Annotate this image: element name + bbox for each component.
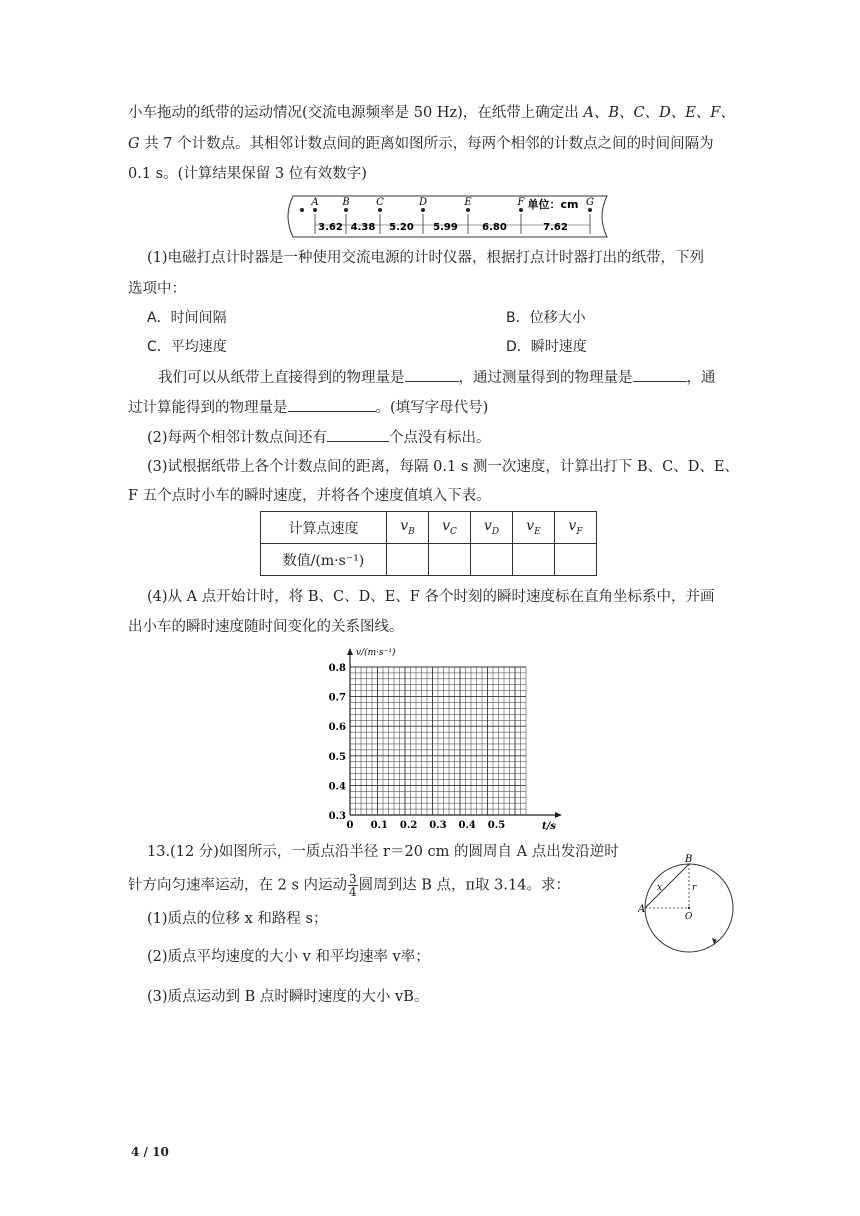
table-input-ve[interactable]: [513, 544, 555, 576]
label-o: O: [685, 912, 693, 922]
intro-text: 小车拖动的纸带的运动情况(交流电源频率是 50 Hz)，在纸带上确定出: [128, 105, 584, 121]
table-row: [261, 544, 597, 576]
q13-sub-1: (1)质点的位移 x 和路程 s；: [147, 911, 328, 927]
tape-distance-label: 6.80: [482, 222, 507, 233]
answer-blank-calculated[interactable]: [288, 397, 376, 412]
x-tick-label: 0: [346, 820, 354, 831]
tape-point-label: C: [376, 197, 384, 208]
tape-point-dot: [313, 208, 317, 212]
v-symbol: v: [568, 518, 577, 535]
tape-distance-label: 3.62: [318, 222, 343, 233]
v-symbol: v: [483, 518, 492, 535]
tape-point-dot: [466, 208, 470, 212]
table-input-vf[interactable]: [555, 544, 597, 576]
q4-line-1: (4)从 A 点开始计时，将 B、C、D、E、F 各个时刻的瞬时速度标在直角坐标系中，并画: [147, 589, 715, 605]
answer-blank-direct[interactable]: [405, 367, 459, 382]
y-tick-label: 0.7: [328, 692, 346, 704]
table-header-vb: [387, 512, 429, 544]
q1-fill-line-1: [158, 367, 716, 388]
q13-sub-2: (2)质点平均速度的大小 v 和平均速率 v率；: [147, 949, 430, 965]
option-b: B．位移大小: [506, 310, 586, 326]
option-c: C．平均速度: [147, 339, 227, 355]
q3-line-1: (3)试根据纸带上各个计数点间的距离，每隔 0.1 s 测一次速度，计算出打下 B、C、D、E、: [147, 459, 739, 475]
grid-lines: [350, 667, 526, 815]
q1-line-2: 选项中：: [128, 281, 186, 297]
v-subscript: F: [576, 526, 583, 537]
velocity-time-grid: [320, 645, 570, 835]
table-header-vf: [555, 512, 597, 544]
center-dot: [688, 907, 690, 909]
table-value-label: 数值/(m·s⁻¹): [261, 544, 387, 576]
tape-point-label: G: [586, 197, 594, 208]
label-x: x: [657, 883, 663, 893]
tape-distance-label: 5.20: [389, 222, 414, 233]
intro-text-2: 共 7 个计数点。其相邻计数点间的距离如图所示，每两个相邻的计数点之间的时间间隔为: [139, 136, 714, 152]
x-tick-label: 0.1: [370, 820, 389, 831]
x-axis-label: t/s: [542, 821, 556, 832]
tape-point-label: B: [342, 197, 350, 208]
y-tick-label: 0.3: [328, 811, 346, 822]
tape-distance-label: 5.99: [433, 222, 458, 233]
tape-point-label: A: [311, 197, 319, 208]
v-subscript: E: [534, 526, 541, 537]
v-symbol: v: [400, 518, 409, 535]
tape-point-label: E: [464, 197, 472, 208]
q4-line-2: 出小车的瞬时速度随时间变化的关系图线。: [128, 619, 404, 635]
tape-point-label: D: [418, 197, 428, 208]
intro-line-2: [128, 134, 714, 154]
v-symbol: v: [526, 518, 535, 535]
table-header-ve: [513, 512, 555, 544]
tape-point-dot: [588, 208, 592, 212]
answer-blank-measured[interactable]: [633, 367, 687, 382]
label-a: A: [638, 904, 646, 915]
tape-start-dot: [300, 208, 304, 212]
intro-line-1: [128, 103, 735, 123]
table-input-vc[interactable]: [429, 544, 471, 576]
q13-text-a: 针方向匀速率运动，在 2 s 内运动: [128, 877, 347, 894]
table-header-vd: [471, 512, 513, 544]
v-subscript: C: [450, 526, 457, 537]
x-tick-label: 0.3: [429, 820, 447, 831]
q2-text-a: (2)每两个相邻计数点间还有: [147, 430, 328, 446]
answer-blank-dots[interactable]: [327, 427, 389, 442]
tape-point-dot: [378, 208, 382, 212]
v-subscript: D: [491, 526, 500, 537]
y-axis-arrow: [347, 648, 353, 655]
tape-distance-label: 4.38: [350, 222, 376, 233]
intro-points: A、B、C、D、E、F、: [583, 105, 735, 121]
page-number: 4 / 10: [131, 1145, 169, 1159]
q13-sub-3: (3)质点运动到 B 点时瞬时速度的大小 vB。: [147, 989, 429, 1005]
label-r: r: [692, 883, 697, 893]
speed-table: [260, 511, 597, 576]
option-d: D．瞬时速度: [506, 339, 587, 355]
table-header-vc: [429, 512, 471, 544]
y-tick-label: 0.5: [328, 751, 346, 763]
q13-line-2: [128, 873, 570, 898]
table-row: [261, 512, 597, 544]
x-tick-label: 0.4: [458, 820, 476, 831]
q2-text-b: 个点没有标出。: [389, 430, 491, 446]
displacement-chord: [645, 864, 689, 908]
circle-motion-figure: [638, 852, 738, 957]
q3-line-2: F 五个点时小车的瞬时速度，并将各个速度值填入下表。: [128, 488, 491, 504]
tape-unit: 单位：cm: [527, 198, 579, 211]
q2-line: [147, 427, 491, 448]
option-a: A．时间间隔: [147, 310, 227, 326]
tape-distance-label: 7.62: [543, 222, 568, 233]
q13-line-1: 13.(12 分)如图所示，一质点沿半径 r＝20 cm 的圆周自 A 点出发沿逆时: [147, 844, 619, 860]
y-tick-label: 0.6: [328, 722, 346, 734]
fill-text-e: 。(填写字母代号): [375, 400, 489, 416]
y-axis-label: v/(m·s⁻¹): [356, 648, 396, 658]
fill-text-d: 过计算能得到的物理量是: [128, 400, 288, 416]
fill-text-c: ，通: [686, 370, 716, 386]
fraction-numerator: 3: [349, 872, 357, 886]
fill-text-a: 我们可以从纸带上直接得到的物理量是: [158, 370, 405, 386]
x-axis-arrow: [555, 812, 562, 818]
intro-point-g: G: [128, 136, 140, 152]
q13-text-b: 圆周到达 B 点，π取 3.14。求：: [358, 877, 570, 894]
v-subscript: B: [408, 526, 415, 537]
x-tick-label: 0.2: [399, 820, 418, 831]
y-tick-label: 0.8: [328, 663, 346, 674]
y-tick-label: 0.4: [328, 781, 346, 793]
label-b: B: [685, 854, 693, 865]
table-input-vd[interactable]: [471, 544, 513, 576]
v-symbol: v: [442, 518, 451, 535]
tape-point-dot: [421, 208, 425, 212]
tape-point-label: F: [517, 197, 525, 208]
intro-line-3: 0.1 s。(计算结果保留 3 位有效数字): [128, 166, 367, 182]
paper-tape-figure: [285, 192, 615, 242]
table-header-cell: 计算点速度: [261, 512, 387, 544]
table-input-vb[interactable]: [387, 544, 429, 576]
tape-point-dot: [344, 208, 348, 212]
q1-fill-line-2: [128, 397, 488, 418]
fraction-denominator: 4: [349, 885, 357, 899]
fill-text-b: ，通过测量得到的物理量是: [458, 370, 633, 386]
fraction-three-quarters: [348, 873, 358, 898]
tape-point-dot: [519, 208, 523, 212]
x-tick-label: 0.5: [487, 820, 506, 831]
q1-line-1: (1)电磁打点计时器是一种使用交流电源的计时仪器，根据打点计时器打出的纸带，下列: [147, 250, 705, 266]
